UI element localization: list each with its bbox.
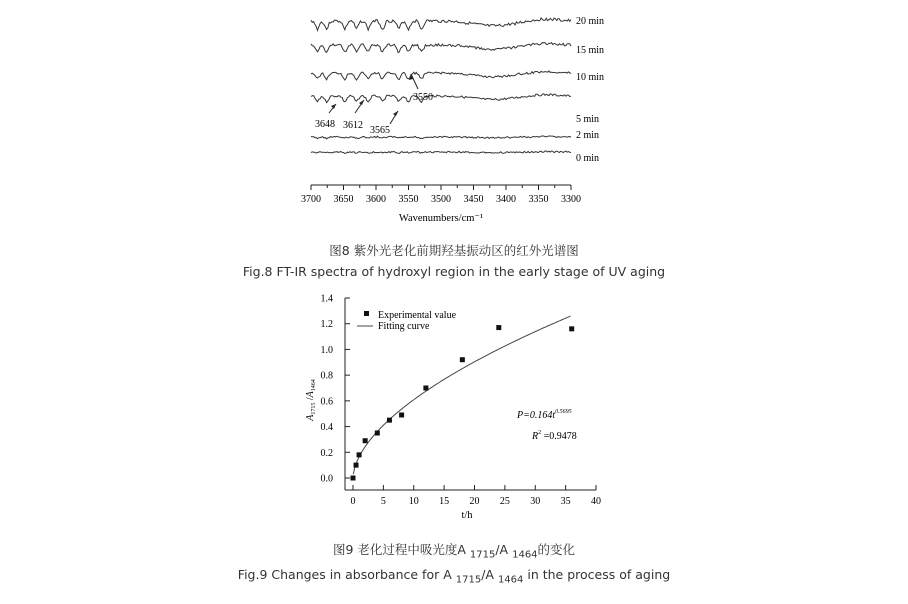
legend-marker-square <box>364 311 369 316</box>
fig9-y-tick-label: 1.4 <box>320 293 333 305</box>
fig9-data-point <box>357 452 362 457</box>
fig9-y-tick-label: 1.0 <box>320 344 333 356</box>
fit-equation <box>516 409 572 421</box>
fig9-x-tick-label: 35 <box>560 496 571 507</box>
fig8-series-label: 5 min <box>576 114 600 125</box>
fig8-spectrum-line <box>311 43 571 53</box>
fig9-y-tick-label: 0.6 <box>320 396 333 408</box>
fig9-data-point <box>351 476 356 481</box>
fig8-x-ticks <box>301 185 581 205</box>
fig9-fitting-curve <box>353 316 570 474</box>
peak-label-3612: 3612 <box>343 120 363 131</box>
fig8-caption-cn: 图8 紫外光老化前期羟基振动区的红外光谱图 <box>329 243 579 258</box>
fig8-series-label: 10 min <box>576 72 605 83</box>
fig9-legend <box>357 310 457 332</box>
fig8-arrowheads <box>331 74 413 116</box>
fig8-caption-en: Fig.8 FT-IR spectra of hydroxyl region in the early stage of UV aging <box>242 264 666 279</box>
fig9-data-point <box>569 326 574 331</box>
fig9-x-tick-label: 0 <box>350 496 356 507</box>
fig9-caption-en <box>0 567 908 586</box>
fig8-x-tick-label: 3700 <box>301 194 321 205</box>
fig8-x-axis-label: Wavenumbers/cm⁻¹ <box>398 213 484 224</box>
peak-label-3648: 3648 <box>315 119 335 130</box>
arrow-3550 <box>411 74 418 89</box>
fig9-caption-cn <box>0 540 908 561</box>
fig9-x-ticks <box>351 485 602 507</box>
fit-equation-base: P=0.164t <box>517 410 556 421</box>
fig8-spectrum-line <box>311 18 571 31</box>
fig9-x-tick-label: 20 <box>469 496 480 507</box>
fig9-data-point <box>387 418 392 423</box>
fig9-caption-en-prefix: Fig.9 Changes in absorbance for A <box>237 567 456 582</box>
fig8-x-tick-label: 3300 <box>561 194 581 205</box>
fig9-caption-en-sub1: 1715 <box>455 574 482 586</box>
fig8-x-tick-label: 3450 <box>463 194 484 205</box>
fig9-caption-en-mid: /A <box>481 567 498 582</box>
fig8-ftir-chart <box>301 16 604 224</box>
fig9-x-tick-label: 5 <box>380 496 386 507</box>
fig9-caption-cn-suffix: 的变化 <box>537 542 576 557</box>
fit-equation-exponent: 0.5695 <box>555 409 572 415</box>
fig8-x-tick-label: 3550 <box>398 194 419 205</box>
fig9-caption-cn-prefix: 图9 老化过程中吸光度A <box>332 542 470 557</box>
legend-experimental: Experimental value <box>378 310 457 321</box>
fig9-y-tick-label: 1.2 <box>320 319 333 331</box>
fig9-caption-cn-sub1: 1715 <box>469 549 496 561</box>
fig9-data-point <box>496 325 501 330</box>
fig9-data-point <box>460 357 465 362</box>
fig8-spectra-group <box>311 18 571 154</box>
fig8-spectrum-line <box>311 94 571 103</box>
fit-r-squared <box>531 430 577 442</box>
peak-label-3550: 3550 <box>413 92 433 103</box>
fig8-x-tick-label: 3600 <box>366 194 386 205</box>
fig8-spectrum-line <box>311 136 571 139</box>
fig9-x-tick-label: 30 <box>530 496 541 507</box>
fig9-y-tick-label: 0.2 <box>320 447 333 459</box>
fig9-x-tick-label: 10 <box>408 496 419 507</box>
fig9-data-point <box>375 431 380 436</box>
fig9-y-tick-label: 0.8 <box>320 370 333 382</box>
fig9-caption-en-suffix: in the process of aging <box>523 567 671 582</box>
r2-value: =0.9478 <box>541 431 577 442</box>
fig8-series-label: 20 min <box>576 16 605 27</box>
fig8-x-tick-label: 3400 <box>496 194 516 205</box>
fig9-y-axis-label <box>305 379 317 422</box>
fig8-series-label: 0 min <box>576 153 600 164</box>
fig8-x-tick-label: 3650 <box>333 194 354 205</box>
peak-label-3565: 3565 <box>370 125 390 136</box>
fig9-y-ticks <box>321 294 351 485</box>
y-label-a1: A <box>305 414 316 421</box>
fig9-data-point <box>354 463 359 468</box>
y-label-sub1: 1715 <box>311 402 317 415</box>
fig9-y-tick-label: 0.0 <box>320 473 333 485</box>
fig9-x-tick-label: 15 <box>439 496 450 507</box>
fig8-spectrum-line <box>311 151 571 154</box>
fig8-series-label: 15 min <box>576 45 605 56</box>
fig9-data-point <box>363 438 368 443</box>
legend-fitting: Fitting curve <box>378 321 430 332</box>
arrowhead-3612 <box>359 100 364 105</box>
fig8-x-tick-label: 3500 <box>431 194 451 205</box>
fig9-x-tick-label: 25 <box>499 496 510 507</box>
y-label-a2: A <box>305 391 316 398</box>
arrowhead-3648 <box>331 104 336 109</box>
fig9-data-point <box>423 386 428 391</box>
fig8-spectrum-line <box>311 71 571 80</box>
fig9-data-points <box>351 325 575 480</box>
y-label-slash: / <box>305 397 316 403</box>
r2-superscript: 2 <box>538 430 542 436</box>
arrowhead-3565 <box>393 111 398 116</box>
fig9-data-point <box>399 413 404 418</box>
fig9-caption-en-sub2: 1464 <box>497 574 524 586</box>
fig9-absorbance-chart <box>305 294 601 522</box>
fig9-caption-cn-mid: /A <box>495 542 513 557</box>
y-label-sub2: 1464 <box>311 379 317 392</box>
fig8-x-tick-label: 3350 <box>528 194 549 205</box>
fig8-series-labels <box>576 16 604 164</box>
fig9-x-tick-label: 40 <box>591 496 601 507</box>
r2-symbol: R <box>532 431 539 442</box>
fig9-x-axis-label: t/h <box>461 510 473 521</box>
fig9-caption-cn-sub2: 1464 <box>512 549 538 561</box>
fig9-y-tick-label: 0.4 <box>320 422 333 434</box>
fig8-series-label: 2 min <box>576 130 600 141</box>
